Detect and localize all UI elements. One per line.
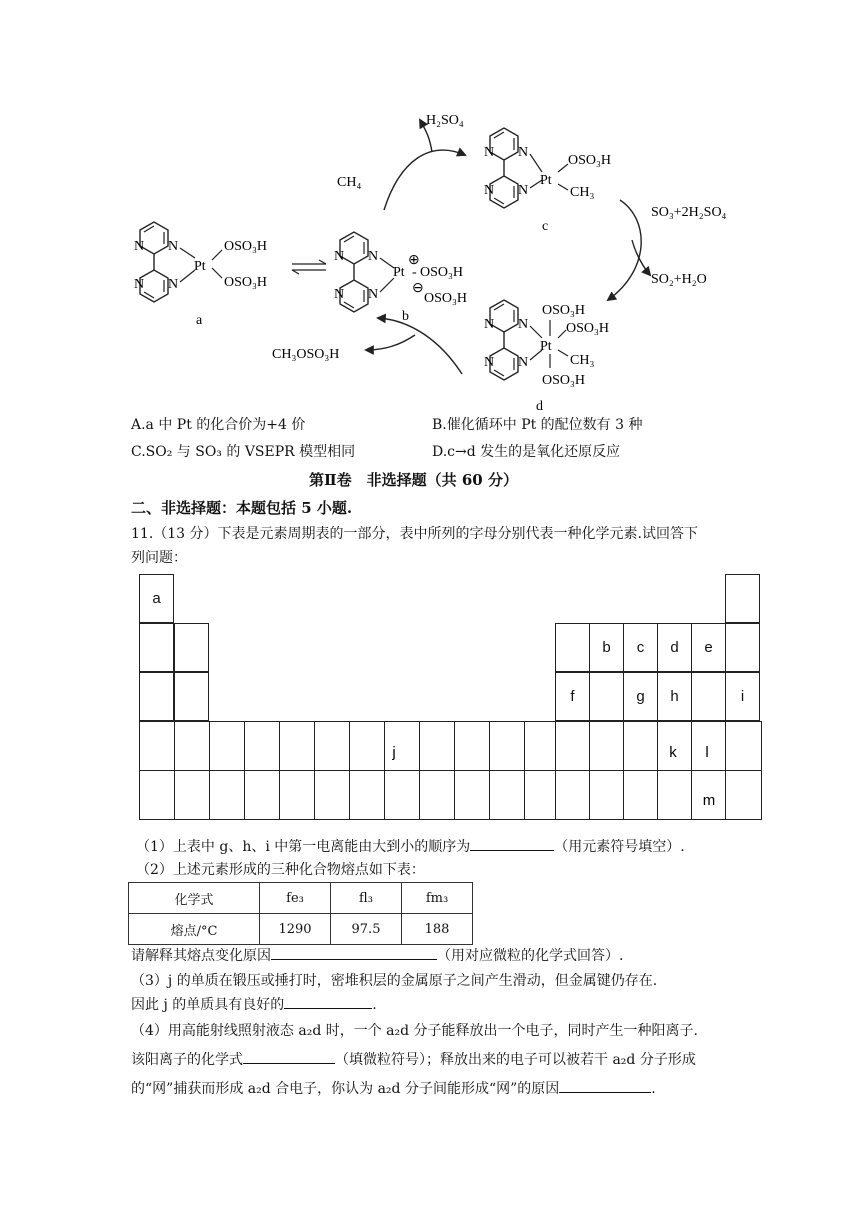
complex-a	[134, 222, 267, 328]
svg-text:N: N	[134, 239, 145, 254]
svg-text:N: N	[518, 355, 529, 370]
svg-text:a: a	[196, 313, 203, 328]
svg-text:N: N	[484, 183, 495, 198]
answer-blank[interactable]	[271, 945, 437, 960]
cell-empty	[725, 574, 760, 623]
cell-c: c	[623, 623, 658, 672]
sub-question-4-line1: （4）用高能射线照射液态 a₂d 时，一个 a₂d 分子能释放出一个电子，同时产生一种阳离子.	[131, 1023, 698, 1039]
arrow-ch3oso3h-out	[366, 335, 415, 350]
part-title: 二、非选择题：本题包括 5 小题.	[131, 499, 353, 517]
answer-blank[interactable]	[559, 1078, 651, 1093]
svg-text:Pt: Pt	[540, 173, 552, 188]
cell-empty	[174, 623, 209, 672]
svg-text:OSO₃H: OSO₃H	[568, 153, 611, 168]
svg-text:OSO₃H: OSO₃H	[224, 275, 267, 290]
svg-text:CH₃: CH₃	[570, 185, 595, 200]
svg-text:Pt: Pt	[540, 339, 552, 354]
svg-text:CH₃: CH₃	[570, 353, 595, 368]
svg-text:N: N	[334, 249, 345, 264]
svg-text:OSO₃H: OSO₃H	[566, 321, 609, 336]
svg-text:SO₃+2H₂SO₄: SO₃+2H₂SO₄	[651, 205, 727, 220]
svg-text:N: N	[168, 239, 179, 254]
svg-text:⊕: ⊕	[408, 253, 420, 268]
cell-b: b	[589, 623, 624, 672]
equilibrium-arrows	[292, 260, 326, 274]
svg-text:N: N	[518, 183, 529, 198]
table-header: 熔点/°C	[129, 914, 260, 945]
question-11-line2: 列问题：	[131, 550, 187, 566]
compound-2: fl₃	[331, 883, 402, 914]
sub-question-4-line3: 的“网”捕获而形成 a₂d 合电子，你认为 a₂d 分子间能形成“网”的原因 .	[131, 1078, 656, 1098]
melting-point-table	[128, 882, 473, 945]
section-title: 第Ⅱ卷 非选择题（共 60 分）	[309, 471, 518, 489]
compound-3: fm₃	[402, 883, 473, 914]
svg-text:CH₃OSO₃H: CH₃OSO₃H	[272, 347, 340, 362]
cell-k: k	[669, 744, 677, 761]
periodic-table-rows-4-5	[139, 721, 765, 821]
cell-j: j	[392, 744, 396, 761]
mp-value-2: 97.5	[331, 914, 402, 945]
cell-f: f	[555, 672, 590, 721]
svg-text:N: N	[334, 287, 345, 302]
table-header: 化学式	[129, 883, 260, 914]
compound-1: fe₃	[260, 883, 331, 914]
svg-text:N: N	[134, 277, 145, 292]
option-b: B.催化循环中 Pt 的配位数有 3 种	[432, 417, 643, 433]
cell-l: l	[705, 744, 709, 761]
svg-text:OSO₃H: OSO₃H	[420, 265, 463, 280]
svg-text:b: b	[402, 309, 409, 324]
cell-g: g	[623, 672, 658, 721]
svg-text:N: N	[368, 249, 379, 264]
svg-text:N: N	[168, 277, 179, 292]
svg-text:-: -	[412, 265, 417, 280]
question-11-line1: 11.（13 分）下表是元素周期表的一部分，表中所列的字母分别代表一种化学元素.试回答下	[131, 526, 698, 542]
svg-text:N: N	[484, 145, 495, 160]
cell-empty	[139, 623, 174, 672]
svg-text:⊖: ⊖	[412, 281, 424, 296]
cell-a: a	[139, 574, 174, 623]
svg-text:OSO₃H: OSO₃H	[424, 291, 467, 306]
svg-text:OSO₃H: OSO₃H	[224, 239, 267, 254]
svg-text:N: N	[518, 145, 529, 160]
cell-empty	[174, 672, 209, 721]
svg-text:Pt: Pt	[194, 259, 206, 274]
svg-text:N: N	[368, 287, 379, 302]
complex-b	[334, 232, 467, 324]
svg-text:CH₄: CH₄	[337, 175, 362, 190]
svg-text:d: d	[536, 399, 543, 414]
answer-blank[interactable]	[284, 994, 372, 1009]
cell-empty	[691, 672, 726, 721]
cell-empty	[139, 672, 174, 721]
option-a: A.a 中 Pt 的化合价为+4 价	[131, 417, 306, 433]
option-d: D.c→d 发生的是氧化还原反应	[432, 444, 621, 460]
svg-text:OSO₃H: OSO₃H	[542, 303, 585, 318]
svg-text:H₂SO₄: H₂SO₄	[426, 113, 464, 128]
svg-text:Pt: Pt	[393, 265, 405, 280]
svg-text:c: c	[542, 219, 549, 234]
sub-question-3-line1: （3）j 的单质在锻压或捶打时，密堆积层的金属原子之间产生滑动，但金属键仍存在.	[131, 973, 658, 989]
explain-line: 请解释其熔点变化原因 （用对应微粒的化学式回答）.	[131, 945, 623, 965]
cell-e: e	[691, 623, 726, 672]
complex-c	[484, 128, 611, 234]
svg-text:OSO₃H: OSO₃H	[542, 373, 585, 388]
cell-m: m	[702, 792, 716, 809]
svg-text:SO₂+H₂O: SO₂+H₂O	[651, 272, 707, 287]
sub-question-2: （2）上述元素形成的三种化合物熔点如下表：	[136, 862, 425, 878]
svg-text:N: N	[484, 317, 495, 332]
answer-blank[interactable]	[470, 836, 554, 851]
cell-i: i	[725, 672, 760, 721]
complex-d	[484, 300, 609, 414]
sub-question-1: （1）上表中 g、h、i 中第一电离能由大到小的顺序为 （用元素符号填空）.	[136, 836, 685, 856]
cell-empty	[555, 623, 590, 672]
catalytic-cycle-scheme	[0, 0, 860, 420]
svg-text:N: N	[518, 317, 529, 332]
option-c: C.SO₂ 与 SO₃ 的 VSEPR 模型相同	[131, 444, 356, 460]
sub-question-3-line2: 因此 j 的单质具有良好的 .	[131, 994, 377, 1014]
answer-blank[interactable]	[243, 1049, 335, 1064]
cell-empty	[725, 623, 760, 672]
cell-empty	[589, 672, 624, 721]
sub-question-4-line2: 该阳离子的化学式 （填微粒符号）；释放出来的电子可以被若干 a₂d 分子形成	[131, 1049, 696, 1069]
cell-h: h	[657, 672, 692, 721]
cell-d: d	[657, 623, 692, 672]
mp-value-1: 1290	[260, 914, 331, 945]
arrow-b-to-c	[384, 150, 465, 210]
arrow-c-to-d	[608, 200, 641, 300]
mp-value-3: 188	[402, 914, 473, 945]
svg-text:N: N	[484, 355, 495, 370]
